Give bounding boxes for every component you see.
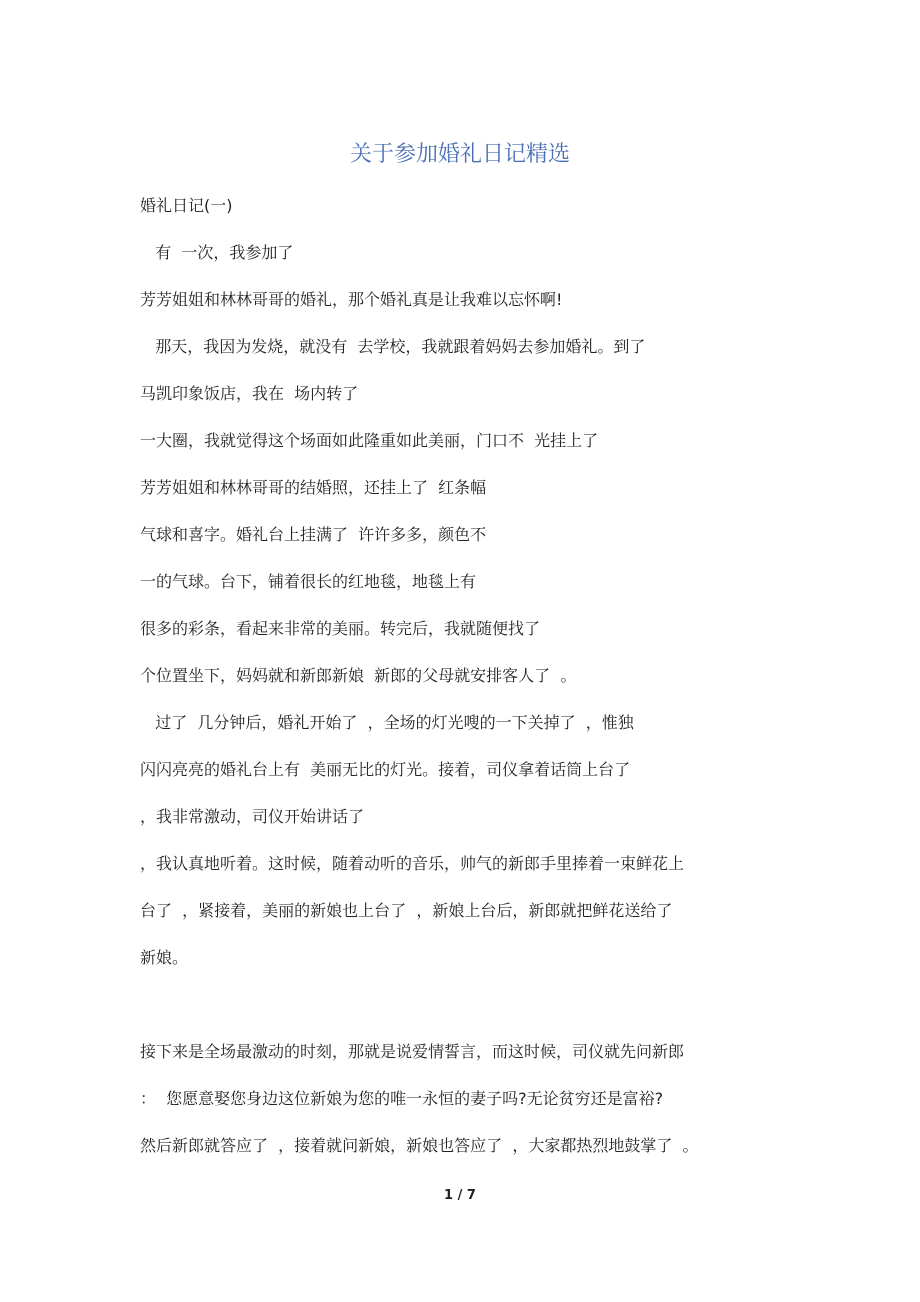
- document-body: [140, 191, 800, 1178]
- paragraph-gap: [140, 990, 800, 1037]
- text-line: 马凯印象饭店，我在 场内转了: [140, 384, 359, 403]
- text-line: 气球和喜字。婚礼台上挂满了 许许多多，颜色不: [140, 525, 487, 544]
- page-number: 1 / 7: [444, 1188, 476, 1203]
- text-line: ： 您愿意娶您身边这位新娘为您的唯一永恒的妻子吗?无论贫穷还是富裕?: [140, 1089, 664, 1108]
- text-line: ，我认真地听着。这时候，随着动听的音乐，帅气的新郎手里捧着一束鲜花上: [140, 854, 685, 873]
- text-line: ，我非常激动，司仪开始讲话了: [140, 807, 365, 826]
- text-line: 一大圈，我就觉得这个场面如此隆重如此美丽，门口不 光挂上了: [140, 431, 599, 450]
- text-line: 芳芳姐姐和林林哥哥的婚礼，那个婚礼真是让我难以忘怀啊!: [140, 290, 563, 309]
- text-line: 芳芳姐姐和林林哥哥的结婚照，还挂上了 红条幅: [140, 478, 487, 497]
- text-line: 然后新郎就答应了 ，接着就问新娘，新娘也答应了 ，大家都热烈地鼓掌了 。: [140, 1136, 699, 1155]
- document-title: 关于参加婚礼日记精选: [349, 142, 570, 167]
- text-line: 新娘。: [140, 948, 189, 967]
- text-line: 过了 几分钟后，婚礼开始了 ，全场的灯光嗖的一下关掉了 ，惟独: [140, 713, 634, 732]
- text-line: 闪闪亮亮的婚礼台上有 美丽无比的灯光。接着，司仪拿着话筒上台了: [140, 760, 631, 779]
- text-line: 一的气球。台下，铺着很长的红地毯，地毯上有: [140, 572, 477, 591]
- text-line: 有 一次，我参加了: [140, 243, 294, 262]
- text-line: 婚礼日记(一): [140, 196, 233, 215]
- text-line: 那天，我因为发烧，就没有 去学校，我就跟着妈妈去参加婚礼。到了: [140, 337, 646, 356]
- text-line: 很多的彩条，看起来非常的美丽。转完后，我就随便找了: [140, 619, 541, 638]
- text-line: 个位置坐下，妈妈就和新郎新娘 新郎的父母就安排客人了 。: [140, 666, 577, 685]
- text-line: 接下来是全场最激动的时刻，那就是说爱情誓言，而这时候，司仪就先问新郎: [140, 1042, 685, 1061]
- text-line: 台了 ，紧接着，美丽的新娘也上台了 ，新娘上台后，新郎就把鲜花送给了: [140, 901, 673, 920]
